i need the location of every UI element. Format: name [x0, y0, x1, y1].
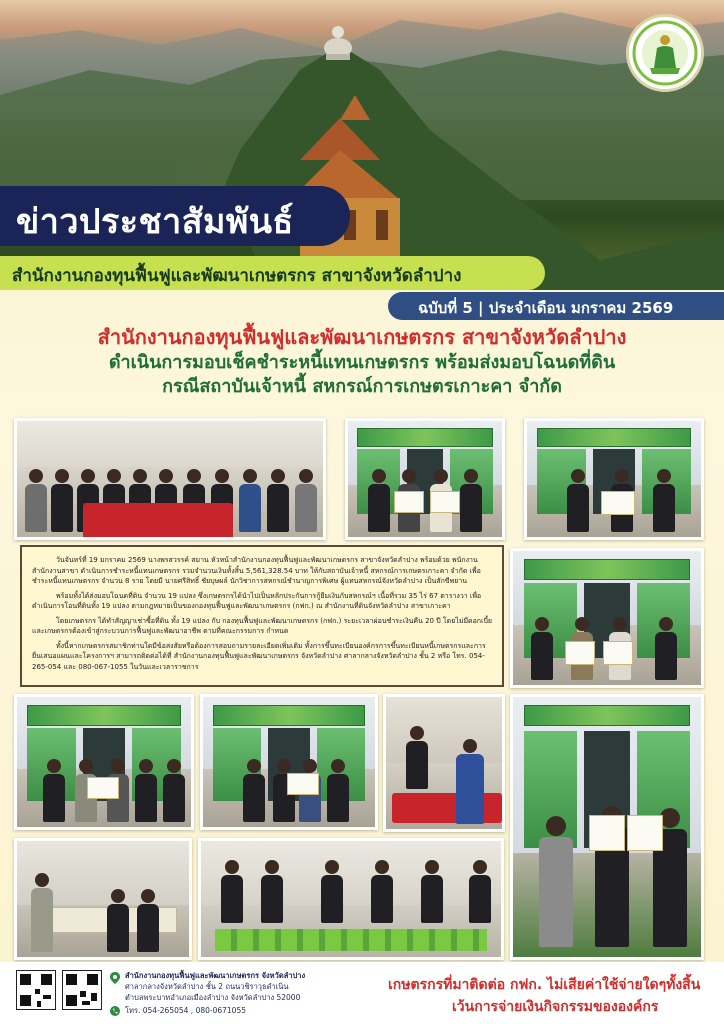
office-subtitle: สำนักงานกองทุนฟื้นฟูและพัฒนาเกษตรกร สาขาจังหวัดลำปาง [0, 256, 545, 290]
article-paragraph: ทั้งนี้หากเกษตรกรสมาชิกท่านใดมีข้อสงสัยหรือต้องการสอบถามรายละเอียดเพิ่มเติม ทั้งการขึ้นทะเบียนองค์กรการขึ้นทะเบียนหนี้เกษตรกรและการยื่นเสนอแผนและโครงการฯ สามารถติดต่อได้ที่ สำนักงานกองทุนฟื้นฟูและพัฒนาเกษตรกร จังหวัดลำปาง ศาลากลางจังหวัดลำปาง ชั้น 2 หรือ โทร. 054-265-054 และ 080-067-1055 ในวันและเวลาราชการ [32, 641, 486, 671]
article-paragraph: วันจันทร์ที่ 19 มกราคม 2569 นางพรสวรรค์ สมาน หัวหน้าสำนักงานกองทุนฟื้นฟูและพัฒนาเกษตรกร สาขาจังหวัดลำปาง พร้อมด้วย พนักงานสำนักงานสาขา ดำเนินการชำระหนี้แทนเกษตรกร รวมจำนวนเงินทั้งสิ้น 5,561,328.54 บาท ให้กับสถาบันเจ้าหนี้ สหกรณ์การเกษตรเกาะคา จำกัด เพื่อชำระหนี้แทนเกษตรกร จำนวน 8 ราย โดยมี นายศรีสิทธิ์ ชัยบุษผล์ นักวิชาการสหกรณ์ชำนาญการพิเศษ ผู้แทนสหกรณ์จังหวัดลำปาง เป็นสักขีพยาน [32, 556, 481, 585]
qr-code-icon[interactable] [62, 970, 102, 1010]
photo-welcome-entrance [510, 694, 704, 960]
photo-deed-handover-1 [510, 548, 704, 688]
photo-speaker [383, 694, 505, 832]
location-pin-icon [110, 972, 120, 984]
footer-address-2: ตำบลพระบาทอำเภอเมืองลำปาง จังหวัดลำปาง 52000 [125, 993, 301, 1002]
headline-line-1: สำนักงานกองทุนฟื้นฟูและพัฒนาเกษตรกร สาขาจังหวัดลำปาง [97, 325, 627, 349]
issue-badge: ฉบับที่ 5 | ประจำเดือน มกราคม 2569 [388, 292, 724, 320]
photo-cheque-handover-1 [345, 418, 505, 540]
photo-group-meeting [14, 418, 326, 540]
footer-slogan-1: เกษตรกรที่มาติดต่อ กฟก. ไม่เสียค่าใช้จ่ายใดๆทั้งสิ้น [388, 977, 701, 993]
footer-slogan-2: เว้นการจ่ายเงินกิจกรรมขององค์กร [452, 999, 659, 1015]
photo-audience [198, 838, 504, 960]
kfrd-logo [626, 14, 704, 92]
footer-org: สำนักงานกองทุนฟื้นฟูและพัฒนาเกษตรกร จังหวัดลำปาง [125, 971, 306, 980]
qr-code-icon[interactable] [16, 970, 56, 1010]
photo-deed-handover-2 [14, 694, 194, 830]
headline-line-2: ดำเนินการมอบเช็คชำระหนี้แทนเกษตรกร พร้อมส่งมอบโฉนดที่ดิน [108, 352, 616, 373]
hero-banner [0, 0, 724, 290]
page-title: ข่าวประชาสัมพันธ์ [0, 186, 350, 246]
photo-cheque-handover-2 [524, 418, 704, 540]
photo-deed-handover-3 [200, 694, 378, 830]
headline [0, 324, 724, 399]
footer-address-1: ศาลากลางจังหวัดลำปาง ชั้น 2 ถนนวชิราวุธดำเนิน [125, 982, 289, 991]
article-paragraph: โดยเกษตรกร ได้ทำสัญญาเช่าซื้อที่ดิน ทั้ง 19 แปลง กับ กองทุนฟื้นฟูและพัฒนาเกษตรกร (กฟก.) ระยะเวลาผ่อนชำระเงินคืน 20 ปี โดยไม่มีดอกเบี้ย และเกษตรกรต้องเข้าสู่กระบวนการฟื้นฟูและพัฒนาอาชีพ ตามที่คณะกรรมการ กำหนด [32, 616, 492, 635]
article-text [20, 545, 504, 687]
article-paragraph: พร้อมทั้งได้ส่งมอบโฉนดที่ดิน จำนวน 19 แปลง ซึ่งเกษตรกรได้นำไปเป็นหลักประกันการกู้ยืมเงินกับสหกรณ์ฯ เนื้อที่รวม 35 ไร่ 67 ตารางวา เพื่อดำเนินการโอนที่ดินทั้ง 19 แปลง ตามกฎหมายเป็นของกองทุนฟื้นฟูและพัฒนาเกษตรกร (กฟก.) ณ สำนักงานที่ดินจังหวัดลำปาง สาขาเกาะคา [32, 591, 482, 610]
footer-phone: โทร. 054-265054 , 080-0671055 [125, 1006, 246, 1015]
phone-icon [110, 1006, 120, 1016]
headline-line-3: กรณีสถาบันเจ้าหนี้ สหกรณ์การเกษตรเกาะคา จำกัด [162, 376, 562, 397]
photo-document-signing [14, 838, 192, 960]
footer [0, 962, 724, 1024]
